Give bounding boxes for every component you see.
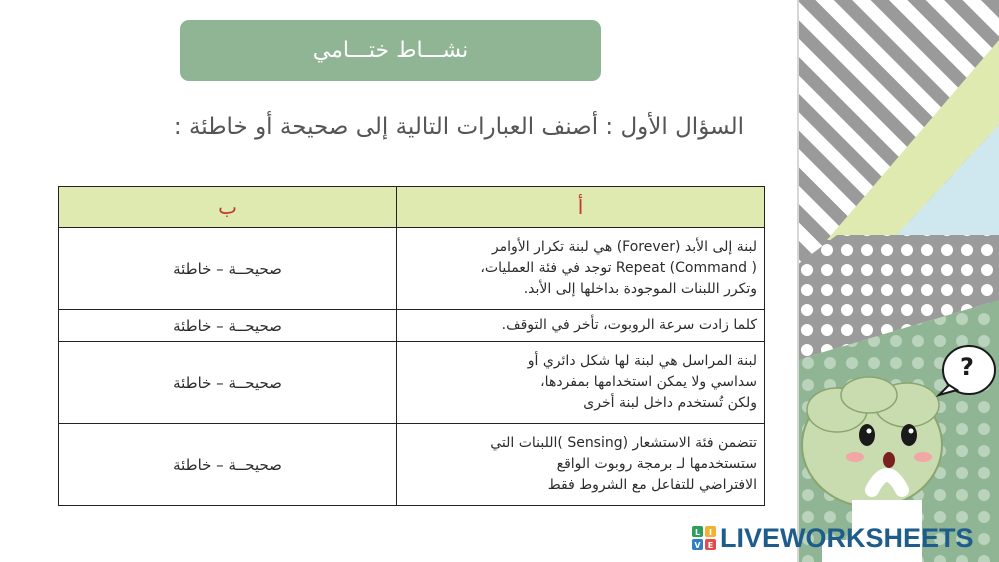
logo-mark-letter: I: [709, 528, 712, 537]
statement-line: الافتراضي للتفاعل مع الشروط فقط: [547, 477, 757, 493]
statement-line: كلما زادت سرعة الروبوت، تأخر في التوقف.: [501, 317, 757, 333]
table-row: [59, 424, 765, 506]
answer-choice[interactable]: صحيحــة – خاطئة: [59, 342, 397, 424]
answer-choice[interactable]: صحيحــة – خاطئة: [59, 424, 397, 506]
table-row: [59, 228, 765, 310]
statement-line: ستستخدمها لـ برمجة روبوت الواقع: [556, 456, 757, 472]
table-header-row: [59, 187, 765, 228]
statement-cell: [397, 342, 765, 424]
statement-line: وتكرر اللبنات الموجودة بداخلها إلى الأبد.: [523, 281, 757, 297]
divider: [797, 0, 799, 562]
table-row: [59, 342, 765, 424]
column-header-answer: ب: [59, 187, 397, 228]
decorative-sidebar: [797, 0, 999, 562]
logo-mark-letter: V: [694, 541, 701, 550]
answer-choice[interactable]: صحيحــة – خاطئة: [59, 310, 397, 342]
activity-banner: [180, 20, 601, 81]
table-row: [59, 310, 765, 342]
logo-mark-letter: E: [707, 541, 714, 550]
statement-cell: [397, 424, 765, 506]
question-prompt: السؤال الأول : أصنف العبارات التالية إلى صحيحة أو خاطئة :: [173, 114, 744, 140]
statement-line: لبنة إلى الأبد (Forever) هي لبنة تكرار الأوامر: [491, 239, 757, 255]
statement-line: ولكن تُستخدم داخل لبنة أخرى: [583, 395, 757, 411]
statement-line: تتضمن فئة الاستشعار (Sensing )اللبنات التي: [490, 435, 757, 451]
question-mark-icon: ?: [960, 353, 974, 381]
statement-line: لبنة المراسل هي لبنة لها شكل دائري أو: [527, 353, 757, 369]
logo-mark-icon: [692, 526, 716, 550]
liveworksheets-logo[interactable]: [692, 521, 974, 555]
statement-line: سداسي ولا يمكن استخدامها بمفردها،: [540, 374, 757, 390]
statement-cell: [397, 310, 765, 342]
activity-title: نشـــاط ختـــامي: [312, 38, 469, 63]
sidebar-pattern: [797, 0, 999, 562]
answer-choice[interactable]: صحيحــة – خاطئة: [59, 228, 397, 310]
column-header-statement: أ: [397, 187, 765, 228]
statement-line: ( Repeat (Command توجد في فئة العمليات،: [480, 260, 757, 276]
logo-text: LIVEWORKSHEETS: [720, 522, 974, 553]
worksheet-table: [58, 186, 765, 506]
statement-cell: [397, 228, 765, 310]
logo-mark-letter: L: [694, 528, 701, 537]
